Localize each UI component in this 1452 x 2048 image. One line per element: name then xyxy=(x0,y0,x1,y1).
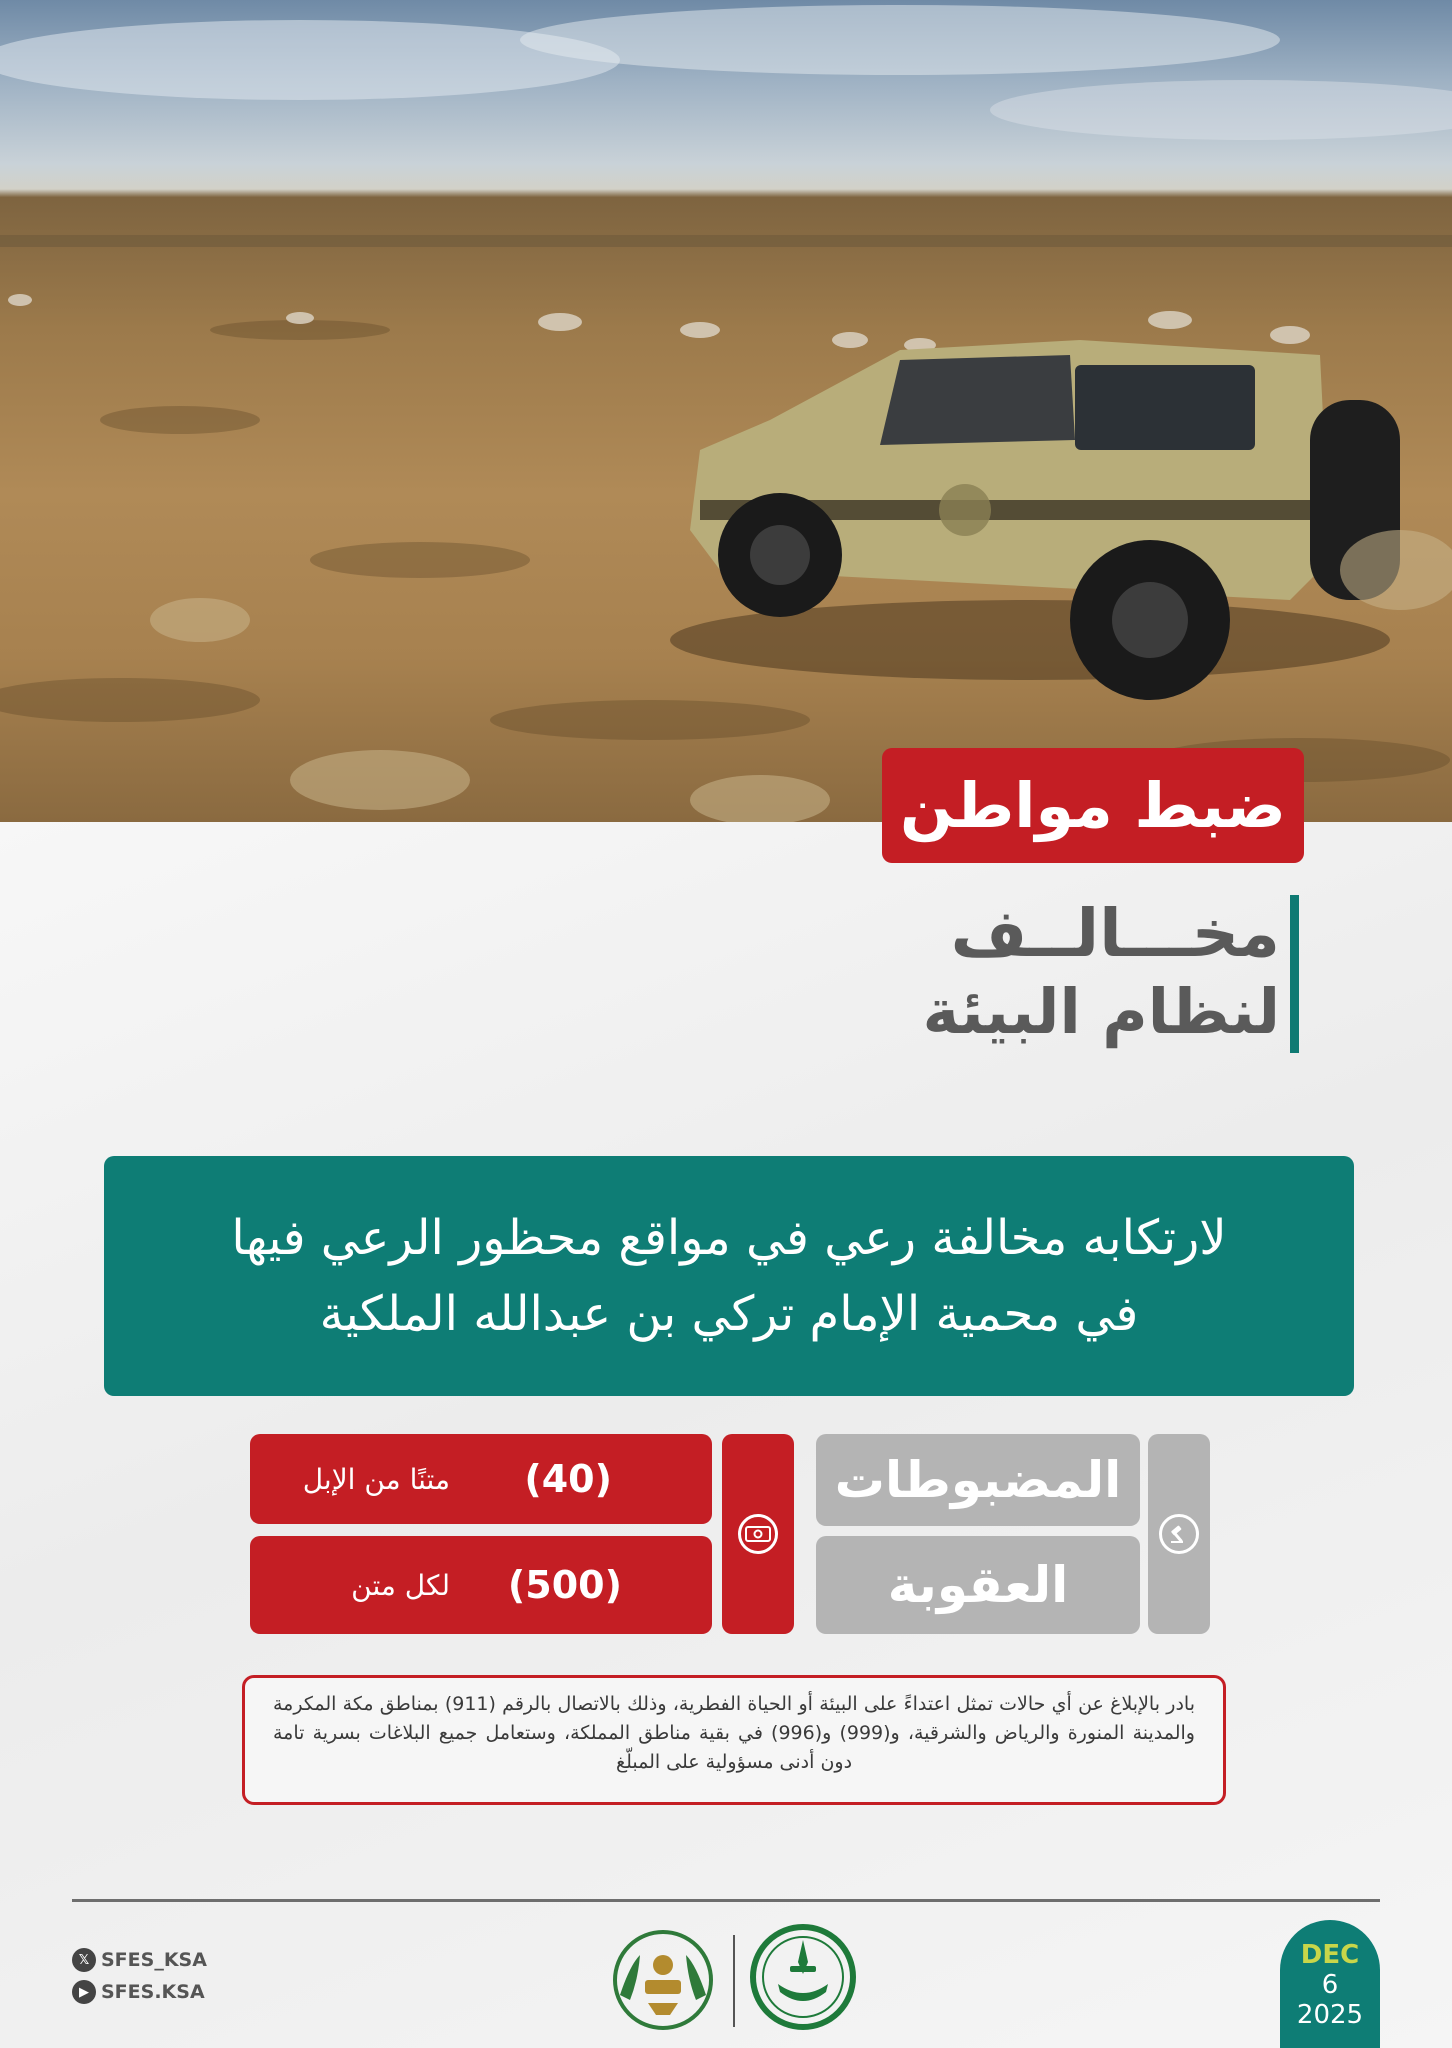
social-x-handle: SFES_KSA xyxy=(101,1949,207,1971)
seized-value: (40) xyxy=(524,1457,612,1501)
subtitle-line1: مخـــالــف xyxy=(950,895,1280,972)
statement-line1: لارتكابه مخالفة رعي في مواقع محظور الرعي فيها xyxy=(231,1210,1227,1266)
seized-unit: متنًا من الإبل xyxy=(302,1462,450,1496)
gavel-icon xyxy=(1159,1514,1199,1554)
statement-line2: في محمية الإمام تركي بن عبدالله الملكية xyxy=(319,1286,1139,1342)
date-year: 2025 xyxy=(1296,2000,1364,2030)
logo-divider xyxy=(733,1935,735,2027)
penalty-value-box xyxy=(250,1536,712,1634)
date-day: 6 xyxy=(1321,1970,1339,2000)
subtitle-line2: لنظام البيئة xyxy=(922,975,1280,1048)
headline-subtitle xyxy=(860,895,1280,1048)
agency-emblem xyxy=(600,1925,726,2035)
patrol-vehicle xyxy=(670,340,1400,700)
subtitle-accent-bar xyxy=(1290,895,1299,1053)
x-logo-icon: 𝕏 xyxy=(72,1948,96,1972)
penalty-unit: لكل متن xyxy=(351,1568,450,1602)
seized-label-box: المضبوطات xyxy=(816,1434,1140,1526)
header-photo xyxy=(0,0,1452,822)
date-month: DEC xyxy=(1300,1940,1360,1970)
social-x-link[interactable] xyxy=(72,1946,207,1974)
money-icon xyxy=(738,1514,778,1554)
youtube-icon: ▶ xyxy=(72,1980,96,2004)
ministry-emblem xyxy=(748,1922,858,2032)
desert-scene xyxy=(0,0,1452,822)
money-icon-column xyxy=(722,1434,794,1634)
penalty-value: (500) xyxy=(507,1563,622,1607)
seized-value-box xyxy=(250,1434,712,1524)
report-note: بادر بالإبلاغ عن أي حالات تمثل اعتداءً على البيئة أو الحياة الفطرية، وذلك بالاتصال بالرقم (911) بمناطق مكة المكرمة والمدينة المنورة والرياض والشرقية، و(999) و(996) في بقية مناطق المملكة، وستعامل جميع البلاغات بسرية تامة دون أدنى مسؤولية على المبلّغ xyxy=(242,1675,1226,1805)
statement-box xyxy=(104,1156,1354,1396)
penalty-icon-column xyxy=(1148,1434,1210,1634)
penalty-label-box: العقوبة xyxy=(816,1536,1140,1634)
social-youtube-handle: SFES.KSA xyxy=(101,1981,205,2003)
social-youtube-link[interactable] xyxy=(72,1978,205,2006)
footer-divider xyxy=(72,1899,1380,1902)
date-badge xyxy=(1280,1920,1380,2048)
headline-tag: ضبط مواطن xyxy=(882,748,1304,863)
